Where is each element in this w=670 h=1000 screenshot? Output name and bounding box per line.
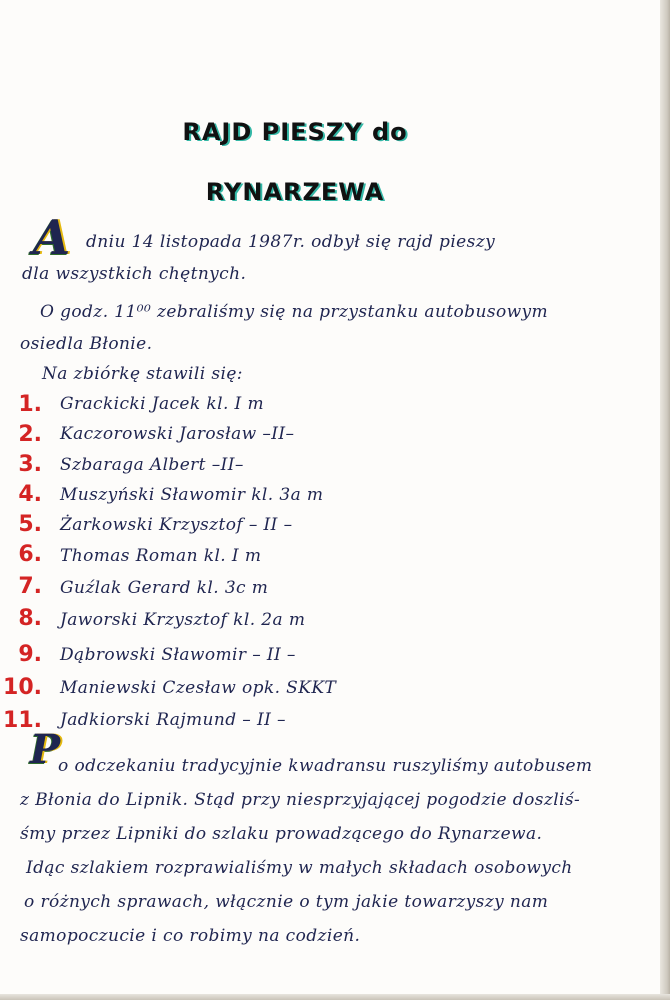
page-edge-bottom xyxy=(0,994,670,1000)
document-title-line1: RAJD PIESZY do xyxy=(182,118,408,146)
intro-dropcap: A xyxy=(33,210,71,266)
list-item-number: 10. xyxy=(3,675,42,700)
closing-line-1: o odczekaniu tradycyjnie kwadransu ruszyliśmy autobusem xyxy=(58,756,593,776)
list-item-number: 9. xyxy=(18,642,42,667)
list-item-number: 3. xyxy=(18,452,42,477)
list-item: Szbaraga Albert –II– xyxy=(60,455,244,475)
list-item: Dąbrowski Sławomir – II – xyxy=(60,645,296,665)
intro-line-3: O godz. 11⁰⁰ zebraliśmy się na przystanku autobusowym xyxy=(40,302,549,322)
closing-line-2: z Błonia do Lipnik. Stąd przy niesprzyjającej pogodzie doszliś- xyxy=(20,790,581,810)
intro-line-5: Na zbiórkę stawili się: xyxy=(42,364,243,384)
intro-line-1: dniu 14 listopada 1987r. odbył się rajd pieszy xyxy=(86,232,496,252)
list-item: Żarkowski Krzysztof – II – xyxy=(60,515,293,535)
list-item: Guźlak Gerard kl. 3c m xyxy=(60,578,269,598)
closing-line-5: o różnych sprawach, włącznie o tym jakie towarzyszy nam xyxy=(24,892,549,912)
list-item-number: 4. xyxy=(18,482,42,507)
closing-line-3: śmy przez Lipniki do szlaku prowadzącego do Rynarzewa. xyxy=(20,824,543,844)
intro-line-4: osiedla Błonie. xyxy=(20,334,153,354)
list-item: Thomas Roman kl. I m xyxy=(60,546,262,566)
list-item-number: 2. xyxy=(18,422,42,447)
list-item-number: 11. xyxy=(3,708,42,733)
list-item-number: 8. xyxy=(18,606,42,631)
list-item: Kaczorowski Jarosław –II– xyxy=(60,424,295,444)
closing-line-4: Idąc szlakiem rozprawialiśmy w małych składach osobowych xyxy=(26,858,573,878)
closing-line-6: samopoczucie i co robimy na codzień. xyxy=(20,926,361,946)
list-item-number: 5. xyxy=(18,512,42,537)
list-item: Grackicki Jacek kl. I m xyxy=(60,394,264,414)
list-item-number: 1. xyxy=(18,392,42,417)
closing-dropcap: P xyxy=(30,726,61,773)
list-item-number: 6. xyxy=(18,542,42,567)
list-item: Jaworski Krzysztof kl. 2a m xyxy=(60,610,306,630)
list-item-number: 7. xyxy=(18,574,42,599)
document-title-line2: RYNARZEWA xyxy=(205,178,385,206)
list-item: Maniewski Czesław opk. SKKT xyxy=(60,678,337,698)
list-item: Muszyński Sławomir kl. 3a m xyxy=(60,485,324,505)
list-item: Jadkiorski Rajmund – II – xyxy=(60,710,286,730)
page-edge xyxy=(660,0,670,1000)
intro-line-2: dla wszystkich chętnych. xyxy=(22,264,247,284)
